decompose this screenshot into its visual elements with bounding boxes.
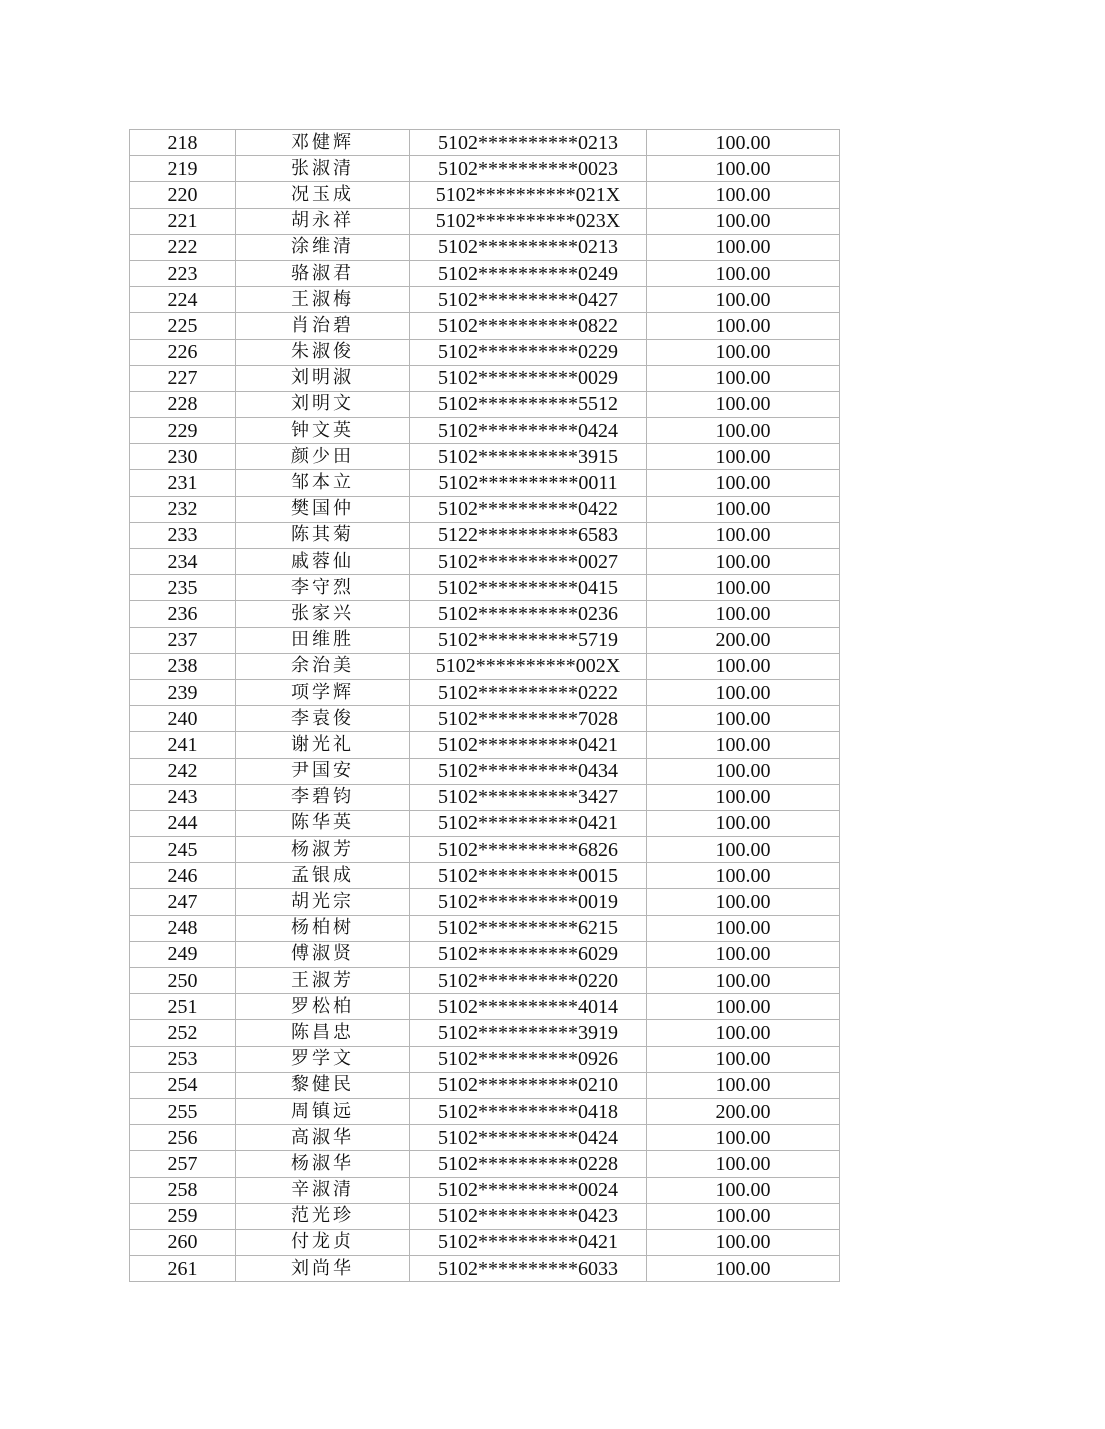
table-row [130,601,840,627]
row-number-cell: 238 [130,653,236,679]
amount-cell: 100.00 [647,549,840,575]
table-row [130,679,840,705]
person-name-cell: 李守烈 [236,575,410,601]
id-number-cell: 5102**********6029 [410,941,647,967]
row-number-cell: 231 [130,470,236,496]
person-name-cell: 邹本立 [236,470,410,496]
amount-cell: 100.00 [647,260,840,286]
id-number-cell: 5102**********0424 [410,418,647,444]
table-row [130,391,840,417]
row-number-cell: 250 [130,968,236,994]
table-row [130,339,840,365]
id-number-cell: 5102**********3427 [410,784,647,810]
person-name-cell: 陈其菊 [236,522,410,548]
person-name-cell: 颜少田 [236,444,410,470]
row-number-cell: 251 [130,994,236,1020]
amount-cell: 100.00 [647,1072,840,1098]
id-number-cell: 5102**********0421 [410,810,647,836]
person-name-cell: 胡光宗 [236,889,410,915]
id-number-cell: 5102**********5512 [410,391,647,417]
table-row [130,444,840,470]
row-number-cell: 259 [130,1203,236,1229]
id-number-cell: 5102**********023X [410,208,647,234]
person-name-cell: 陈华英 [236,810,410,836]
table-row [130,1072,840,1098]
row-number-cell: 232 [130,496,236,522]
row-number-cell: 244 [130,810,236,836]
row-number-cell: 219 [130,156,236,182]
row-number-cell: 237 [130,627,236,653]
row-number-cell: 254 [130,1072,236,1098]
amount-cell: 100.00 [647,444,840,470]
person-name-cell: 王淑芳 [236,968,410,994]
id-number-cell: 5102**********0236 [410,601,647,627]
id-number-cell: 5102**********0210 [410,1072,647,1098]
amount-cell: 100.00 [647,1229,840,1255]
id-number-cell: 5102**********6215 [410,915,647,941]
amount-cell: 100.00 [647,418,840,444]
roster-table [129,129,840,1282]
person-name-cell: 肖治碧 [236,313,410,339]
id-number-cell: 5102**********0415 [410,575,647,601]
person-name-cell: 田维胜 [236,627,410,653]
id-number-cell: 5102**********0222 [410,679,647,705]
person-name-cell: 项学辉 [236,679,410,705]
row-number-cell: 227 [130,365,236,391]
amount-cell: 100.00 [647,679,840,705]
table-row [130,863,840,889]
table-row [130,522,840,548]
amount-cell: 100.00 [647,365,840,391]
row-number-cell: 245 [130,837,236,863]
row-number-cell: 218 [130,130,236,156]
id-number-cell: 5102**********0418 [410,1098,647,1124]
row-number-cell: 253 [130,1046,236,1072]
amount-cell: 100.00 [647,994,840,1020]
person-name-cell: 杨柏树 [236,915,410,941]
table-row [130,994,840,1020]
amount-cell: 100.00 [647,287,840,313]
id-number-cell: 5102**********0213 [410,130,647,156]
amount-cell: 100.00 [647,601,840,627]
row-number-cell: 241 [130,732,236,758]
table-row [130,784,840,810]
row-number-cell: 224 [130,287,236,313]
row-number-cell: 226 [130,339,236,365]
row-number-cell: 220 [130,182,236,208]
table-row [130,208,840,234]
table-row [130,758,840,784]
amount-cell: 100.00 [647,575,840,601]
row-number-cell: 252 [130,1020,236,1046]
amount-cell: 100.00 [647,1020,840,1046]
row-number-cell: 223 [130,260,236,286]
id-number-cell: 5102**********0423 [410,1203,647,1229]
table-row [130,810,840,836]
amount-cell: 100.00 [647,1256,840,1282]
person-name-cell: 傅淑贤 [236,941,410,967]
person-name-cell: 邓健辉 [236,130,410,156]
person-name-cell: 余治美 [236,653,410,679]
id-number-cell: 5102**********0427 [410,287,647,313]
person-name-cell: 辛淑清 [236,1177,410,1203]
amount-cell: 100.00 [647,313,840,339]
id-number-cell: 5102**********0015 [410,863,647,889]
person-name-cell: 杨淑华 [236,1151,410,1177]
table-row [130,549,840,575]
row-number-cell: 230 [130,444,236,470]
person-name-cell: 罗松柏 [236,994,410,1020]
amount-cell: 100.00 [647,758,840,784]
amount-cell: 100.00 [647,522,840,548]
table-row [130,1177,840,1203]
id-number-cell: 5102**********5719 [410,627,647,653]
id-number-cell: 5102**********4014 [410,994,647,1020]
row-number-cell: 249 [130,941,236,967]
amount-cell: 100.00 [647,784,840,810]
amount-cell: 100.00 [647,391,840,417]
amount-cell: 100.00 [647,130,840,156]
person-name-cell: 钟文英 [236,418,410,444]
row-number-cell: 260 [130,1229,236,1255]
row-number-cell: 240 [130,706,236,732]
amount-cell: 100.00 [647,182,840,208]
person-name-cell: 刘明淑 [236,365,410,391]
id-number-cell: 5102**********0421 [410,1229,647,1255]
table-row [130,1020,840,1046]
amount-cell: 100.00 [647,968,840,994]
table-row [130,1256,840,1282]
row-number-cell: 257 [130,1151,236,1177]
id-number-cell: 5102**********0926 [410,1046,647,1072]
table-row [130,1098,840,1124]
id-number-cell: 5102**********0011 [410,470,647,496]
id-number-cell: 5102**********3915 [410,444,647,470]
person-name-cell: 涂维清 [236,234,410,260]
table-row [130,260,840,286]
row-number-cell: 243 [130,784,236,810]
row-number-cell: 236 [130,601,236,627]
id-number-cell: 5102**********0422 [410,496,647,522]
table-row [130,653,840,679]
amount-cell: 200.00 [647,627,840,653]
amount-cell: 100.00 [647,1151,840,1177]
person-name-cell: 罗学文 [236,1046,410,1072]
person-name-cell: 樊国仲 [236,496,410,522]
person-name-cell: 尹国安 [236,758,410,784]
person-name-cell: 谢光礼 [236,732,410,758]
id-number-cell: 5102**********0019 [410,889,647,915]
amount-cell: 100.00 [647,1177,840,1203]
amount-cell: 100.00 [647,653,840,679]
amount-cell: 100.00 [647,941,840,967]
amount-cell: 100.00 [647,1203,840,1229]
id-number-cell: 5102**********0229 [410,339,647,365]
table-row [130,496,840,522]
row-number-cell: 247 [130,889,236,915]
id-number-cell: 5102**********0822 [410,313,647,339]
id-number-cell: 5102**********3919 [410,1020,647,1046]
amount-cell: 100.00 [647,810,840,836]
amount-cell: 100.00 [647,915,840,941]
row-number-cell: 234 [130,549,236,575]
id-number-cell: 5102**********0424 [410,1125,647,1151]
id-number-cell: 5102**********6033 [410,1256,647,1282]
person-name-cell: 李袁俊 [236,706,410,732]
person-name-cell: 周镇远 [236,1098,410,1124]
table-row [130,837,840,863]
row-number-cell: 233 [130,522,236,548]
row-number-cell: 261 [130,1256,236,1282]
row-number-cell: 221 [130,208,236,234]
row-number-cell: 225 [130,313,236,339]
row-number-cell: 246 [130,863,236,889]
row-number-cell: 255 [130,1098,236,1124]
table-row [130,706,840,732]
person-name-cell: 戚蓉仙 [236,549,410,575]
amount-cell: 100.00 [647,470,840,496]
amount-cell: 100.00 [647,706,840,732]
row-number-cell: 239 [130,679,236,705]
table-row [130,365,840,391]
row-number-cell: 242 [130,758,236,784]
row-number-cell: 258 [130,1177,236,1203]
row-number-cell: 228 [130,391,236,417]
table-row [130,1046,840,1072]
id-number-cell: 5102**********0249 [410,260,647,286]
table-row [130,1203,840,1229]
table-row [130,130,840,156]
amount-cell: 100.00 [647,863,840,889]
table-row [130,1229,840,1255]
id-number-cell: 5102**********6826 [410,837,647,863]
person-name-cell: 张家兴 [236,601,410,627]
table-row [130,941,840,967]
id-number-cell: 5102**********0213 [410,234,647,260]
row-number-cell: 248 [130,915,236,941]
id-number-cell: 5102**********0027 [410,549,647,575]
person-name-cell: 胡永祥 [236,208,410,234]
row-number-cell: 256 [130,1125,236,1151]
id-number-cell: 5102**********0434 [410,758,647,784]
id-number-cell: 5102**********0029 [410,365,647,391]
id-number-cell: 5102**********0024 [410,1177,647,1203]
person-name-cell: 付龙贞 [236,1229,410,1255]
id-number-cell: 5102**********021X [410,182,647,208]
table-row [130,1125,840,1151]
table-row [130,470,840,496]
amount-cell: 100.00 [647,496,840,522]
person-name-cell: 王淑梅 [236,287,410,313]
person-name-cell: 刘尚华 [236,1256,410,1282]
table-row [130,1151,840,1177]
table-row [130,575,840,601]
amount-cell: 100.00 [647,208,840,234]
id-number-cell: 5102**********7028 [410,706,647,732]
table-row [130,627,840,653]
person-name-cell: 杨淑芳 [236,837,410,863]
amount-cell: 100.00 [647,1125,840,1151]
person-name-cell: 骆淑君 [236,260,410,286]
table-row [130,287,840,313]
person-name-cell: 陈昌忠 [236,1020,410,1046]
person-name-cell: 张淑清 [236,156,410,182]
id-number-cell: 5102**********0023 [410,156,647,182]
amount-cell: 100.00 [647,889,840,915]
amount-cell: 100.00 [647,732,840,758]
table-row [130,182,840,208]
person-name-cell: 况玉成 [236,182,410,208]
amount-cell: 100.00 [647,234,840,260]
id-number-cell: 5102**********0228 [410,1151,647,1177]
id-number-cell: 5102**********002X [410,653,647,679]
amount-cell: 100.00 [647,339,840,365]
person-name-cell: 高淑华 [236,1125,410,1151]
id-number-cell: 5122**********6583 [410,522,647,548]
table-row [130,418,840,444]
person-name-cell: 范光珍 [236,1203,410,1229]
row-number-cell: 235 [130,575,236,601]
roster-table-body [130,130,840,1282]
person-name-cell: 李碧钧 [236,784,410,810]
id-number-cell: 5102**********0421 [410,732,647,758]
table-row [130,732,840,758]
table-row [130,234,840,260]
table-row [130,156,840,182]
amount-cell: 100.00 [647,837,840,863]
person-name-cell: 孟银成 [236,863,410,889]
row-number-cell: 229 [130,418,236,444]
table-row [130,915,840,941]
person-name-cell: 刘明文 [236,391,410,417]
row-number-cell: 222 [130,234,236,260]
amount-cell: 200.00 [647,1098,840,1124]
amount-cell: 100.00 [647,156,840,182]
person-name-cell: 朱淑俊 [236,339,410,365]
table-row [130,889,840,915]
id-number-cell: 5102**********0220 [410,968,647,994]
table-row [130,313,840,339]
person-name-cell: 黎健民 [236,1072,410,1098]
table-row [130,968,840,994]
amount-cell: 100.00 [647,1046,840,1072]
